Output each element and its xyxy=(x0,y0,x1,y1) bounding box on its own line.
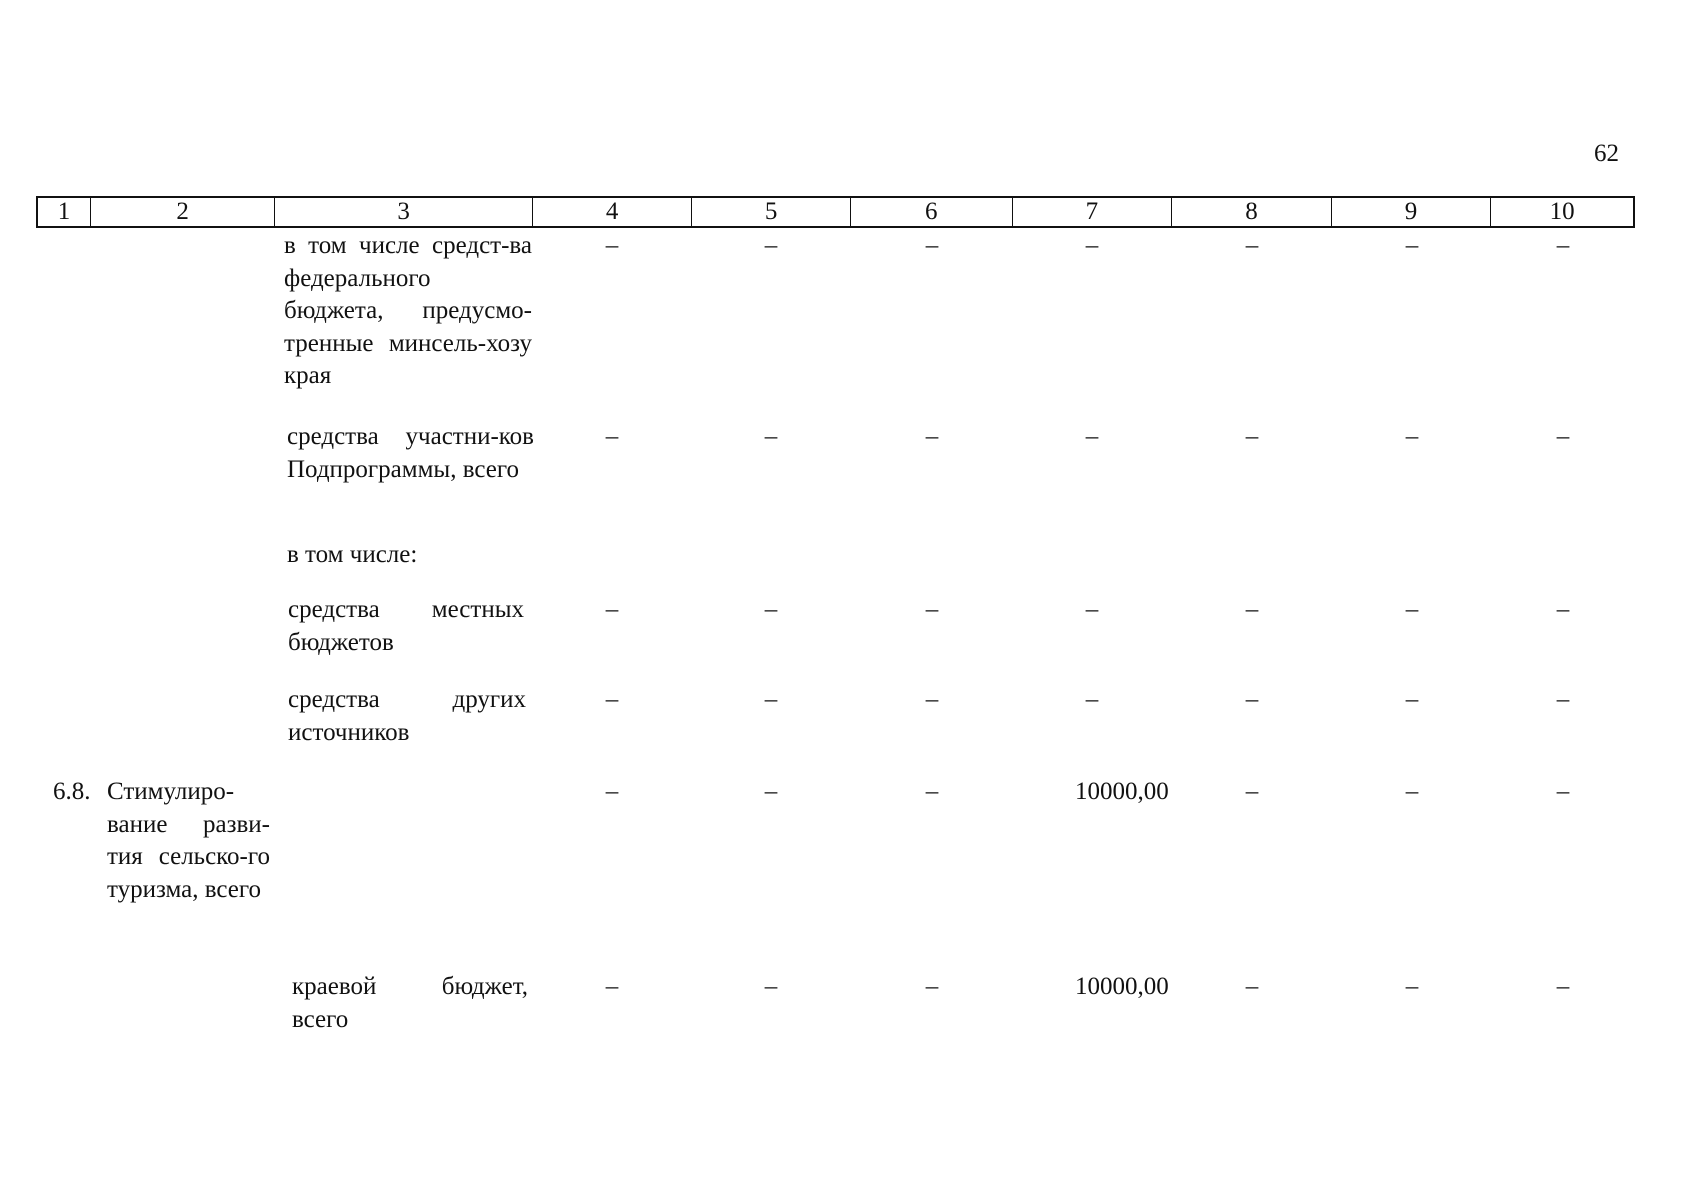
value-col-9: – xyxy=(1405,686,1419,713)
value-col-6: – xyxy=(925,232,939,259)
header-col-3: 3 xyxy=(274,198,531,226)
item-number: 6.8. xyxy=(53,778,91,805)
value-col-7: 10000,00 xyxy=(1075,973,1169,1000)
value-col-8: – xyxy=(1245,596,1259,623)
funding-source: средства других источников xyxy=(288,686,526,746)
value-col-7: – xyxy=(1085,596,1099,623)
table-header xyxy=(36,196,1635,228)
value-col-8: – xyxy=(1245,423,1259,450)
value-col-7: – xyxy=(1085,686,1099,713)
header-col-9: 9 xyxy=(1331,198,1491,226)
value-col-4: – xyxy=(605,686,619,713)
value-col-4: – xyxy=(605,778,619,805)
value-col-5: – xyxy=(764,778,778,805)
funding-source: средства местных бюджетов xyxy=(288,596,524,656)
header-col-7: 7 xyxy=(1012,198,1172,226)
value-col-9: – xyxy=(1405,596,1419,623)
value-col-9: – xyxy=(1405,973,1419,1000)
header-col-10: 10 xyxy=(1490,198,1633,226)
value-col-6: – xyxy=(925,778,939,805)
value-col-10: – xyxy=(1556,778,1570,805)
value-col-7: – xyxy=(1085,232,1099,259)
funding-source: средства участни-ков Подпрограммы, всего xyxy=(287,423,534,483)
value-col-10: – xyxy=(1556,423,1570,450)
value-col-5: – xyxy=(764,686,778,713)
funding-source: в том числе: xyxy=(287,541,418,568)
value-col-5: – xyxy=(764,423,778,450)
header-col-1: 1 xyxy=(57,198,71,225)
value-col-7: 10000,00 xyxy=(1075,778,1169,805)
funding-source: краевой бюджет, всего xyxy=(292,973,528,1033)
value-col-8: – xyxy=(1245,232,1259,259)
header-col-6: 6 xyxy=(850,198,1012,226)
value-col-7: – xyxy=(1085,423,1099,450)
value-col-10: – xyxy=(1556,973,1570,1000)
value-col-10: – xyxy=(1556,686,1570,713)
value-col-8: – xyxy=(1245,778,1259,805)
value-col-4: – xyxy=(605,596,619,623)
header-col-8: 8 xyxy=(1171,198,1331,226)
value-col-6: – xyxy=(925,423,939,450)
value-col-10: – xyxy=(1556,232,1570,259)
item-name: Стимулиро-вание разви-тия сельско-го туризма, всего xyxy=(107,778,270,903)
value-col-8: – xyxy=(1245,973,1259,1000)
value-col-10: – xyxy=(1556,596,1570,623)
value-col-9: – xyxy=(1405,423,1419,450)
value-col-5: – xyxy=(764,973,778,1000)
value-col-6: – xyxy=(925,973,939,1000)
value-col-9: – xyxy=(1405,778,1419,805)
value-col-9: – xyxy=(1405,232,1419,259)
value-col-6: – xyxy=(925,686,939,713)
header-col-2: 2 xyxy=(90,198,275,226)
value-col-4: – xyxy=(605,232,619,259)
page-number: 62 xyxy=(1594,140,1619,167)
value-col-5: – xyxy=(764,232,778,259)
value-col-4: – xyxy=(605,973,619,1000)
header-col-5: 5 xyxy=(691,198,850,226)
value-col-6: – xyxy=(925,596,939,623)
value-col-5: – xyxy=(764,596,778,623)
value-col-8: – xyxy=(1245,686,1259,713)
value-col-4: – xyxy=(605,423,619,450)
header-col-4: 4 xyxy=(532,198,692,226)
funding-source: в том числе средст-ва федерального бюджета, предусмо-тренные минсель-хозу края xyxy=(284,232,532,389)
